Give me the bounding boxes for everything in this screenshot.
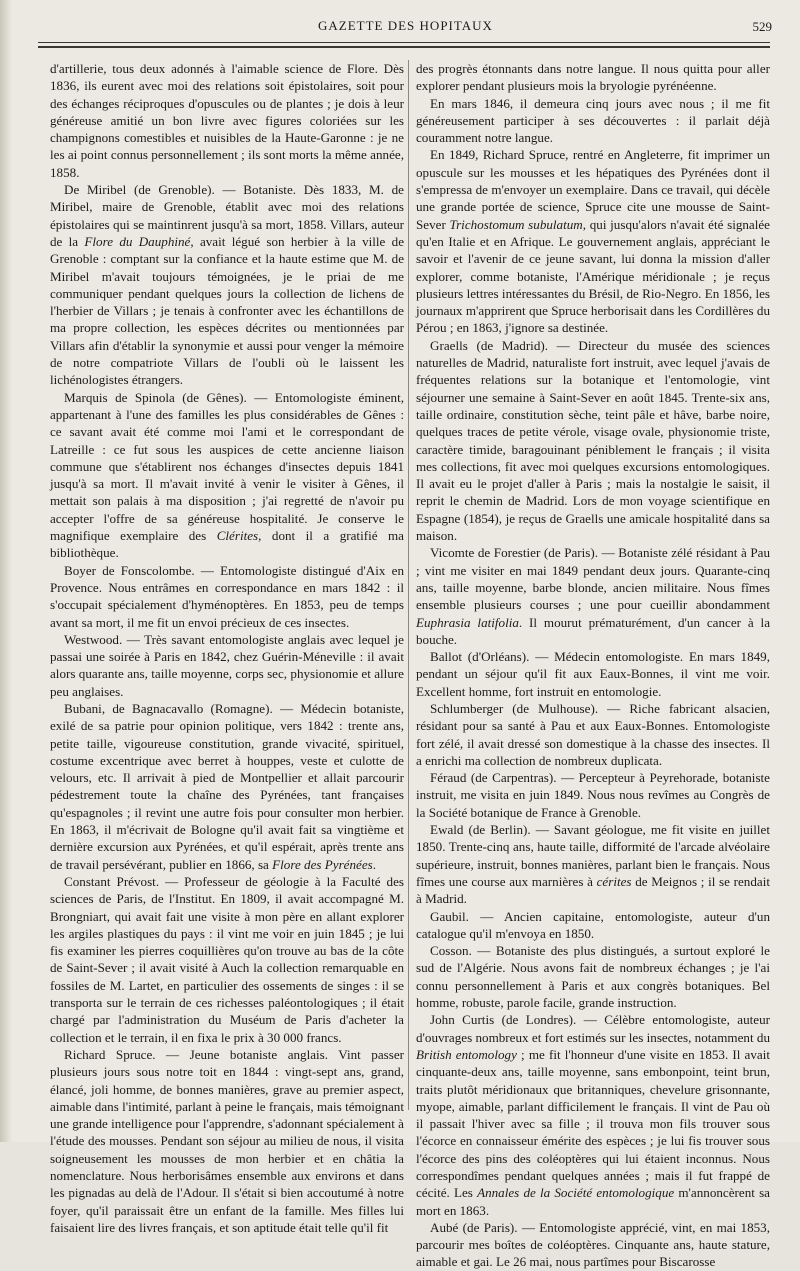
right-column [416, 60, 770, 1271]
paragraph-text: Bubani, de Bagnacavallo (Romagne). — Médecin botaniste, exilé de sa patrie pour opinion politique, vers 1842 : trente ans, petite taille, vigoureuse constitution, grande vivacité, spirituel, costume excentrique avec berret à houppes, veste et culotte de velours, etc. Il arrivait à pied de Montpellier et allait parcourir pédestrement toute la chaîne des Pyrénées, tant françaises qu'espagnoles ; il revint une autre fois pour consulter mon herbier. En 1863, il m'écrivait de Bologne qu'il avait fait sa vingtième et dernière excursion aux Pyrénées, et qu'il espérait, après trente ans de travail persévérant, publier en 1866, sa [50, 700, 404, 872]
paragraph [416, 700, 770, 769]
italic-title-text: Annales de la Société entomologique [477, 1185, 675, 1201]
paragraph [416, 337, 770, 545]
paragraph-text: Richard Spruce. — Jeune botaniste anglais. Vint passer plusieurs jours sous notre toit en 1844 : vingt-sept ans, grand, élancé, joli homme, de bonnes manières, grave au premier aspect, aimable dans l'intimité, parlant à peine le français, mais témoignant une grande intelligence pour l'apprendre, s'adonnant spécialement à l'étude des mousses. Pendant son séjour au milieu de nous, il visita soigneusement les mousses de mon herbier et en châtia la nomenclature. Nous herborisâmes ensemble aux environs et dans les pignadas au delà de l'Adour. Il s'était si bien accoutumé à notre foyer, qu'il paraissait être un enfant de la famille. Mes filles lui faisaient lire des livres français, et son aptitude était telle qu'il fit [50, 1046, 404, 1235]
paragraph-text: Ballot (d'Orléans). — Médecin entomologiste. En mars 1849, pendant un séjour qu'il fit aux Eaux-Bonnes, il vint me voir. Excellent homme, fort instruit en entomologie. [416, 649, 770, 699]
header-rule-thick [38, 46, 770, 48]
header-rule-thin [38, 42, 770, 43]
paragraph [50, 181, 404, 389]
italic-title-text: cérites [596, 873, 632, 889]
paragraph [50, 873, 404, 1046]
page-edge-shadow [0, 0, 12, 1142]
paragraph-text: Graells (de Madrid). — Directeur du musée des sciences naturelles de Madrid, naturaliste fort instruit, avec lequel j'avais de fréquentes relations sur la botanique et l'entomologie, vint séjourner une semaine à Saint-Sever en août 1845. Trente-six ans, taille ordinaire, constitution sèche, teint pâle et hâve, barbe noire, quelques traces de petite vérole, visage ovale, physionomie triste, caractère timide, baragouinant péniblement le français ; il visita mes collections, fit avec moi quelques excursions entomologiques. Il avait eu le projet d'aller à Paris ; mais la nostalgie le saisit, il reprit le chemin de Madrid. Lors de mon voyage scientifique en Espagne (1854), je reçus de Graells une amicale hospitalité dans sa maison. [416, 337, 770, 544]
page-number: 529 [752, 19, 772, 34]
paragraph-text: John Curtis (de Londres). — Célèbre entomologiste, auteur d'ouvrages nombreux et fort estimés sur les insectes, notamment du [416, 1012, 770, 1045]
paragraph-text: , avait légué son herbier à la ville de Grenoble : comptant sur la confiance et la haute estime que M. de Miribel m'avait toujours témoignées, je le priai de me communiquer pendant quelques jours la collection de lichens de l'herbier de Villars ; je tenais à confronter avec les échantillons de ma propre collection, les espèces décrites ou mentionnées par Villars afin d'établir la synonymie et aussi pour venger la mémoire de notre compatriote Villars de l'oubli où le laissent les lichénologistes étrangers. [50, 233, 405, 388]
paragraph [50, 631, 404, 700]
paragraph [416, 769, 770, 821]
paragraph [416, 146, 770, 336]
running-head-title: GAZETTE DES HOPITAUX [318, 18, 493, 33]
paragraph-text: , qui jusqu'alors n'avait été signalée qu'en Italie et en Afrique. Le gouvernement anglais, appréciant le savoir et l'avenir de ce jeune savant, lui donna la mission d'aller explorer, comme botaniste, l'Amérique méridionale ; je reçus plusieurs lettres intéressantes du Brésil, de Rio-Negro. En 1856, les journaux m'apprirent que Spruce herborisait dans les Cordillères du Pérou ; en 1863, j'ignore sa destinée. [416, 216, 770, 336]
paragraph-text: En mars 1846, il demeura cinq jours avec nous ; il me fit généreusement participer à ses découvertes : il parlait déjà couramment notre langue. [416, 95, 770, 146]
column-divider [408, 60, 409, 1110]
paragraph [416, 648, 770, 700]
italic-title-text: Trichostomum subulatum [449, 216, 583, 232]
paragraph-text: , dont il a gratifié ma bibliothèque. [50, 528, 404, 561]
paragraph-text: m'annoncèrent sa mort en 1863. [416, 1185, 770, 1218]
paragraph-text: Marquis de Spinola (de Gênes). — Entomologiste éminent, appartenant à l'une des familles les plus considérables de Gênes : ce savant avait été comme moi l'ami et le correspondant de Latreille : ce fut sous les auspices de cette ancienne liaison commune que s'établirent nos échanges d'insectes depuis 1841 jusqu'à sa mort. Il m'avait invité à venir le visiter à Gênes, il mettait son palais à ma disposition ; j'ai regretté de n'avoir pu accepter l'offre de sa généreuse hospitalité. Je conserve le magnifique exemplaire des [50, 389, 404, 544]
paragraph [416, 544, 770, 648]
paragraph-text: des progrès étonnants dans notre langue. Il nous quitta pour aller explorer pendant plusieurs mois la bryologie pyrénéenne. [416, 61, 770, 94]
paragraph-text: Westwood. — Très savant entomologiste anglais avec lequel je passai une soirée à Paris en 1842, chez Guérin-Méneville : il avait alors quarante ans, taille moyenne, corps sec, physionomie et allure peu anglaises. [50, 631, 404, 699]
paragraph [416, 1011, 770, 1219]
paragraph-text: De Miribel (de Grenoble). — Botaniste. Dès 1833, M. de Miribel, maire de Grenoble, établit avec moi des relations épistolaires qui se maintinrent jusqu'à sa mort, 1858. Villars, auteur de la [50, 182, 404, 249]
paragraph-text: d'artillerie, tous deux adonnés à l'aimable science de Flore. Dès 1836, ils eurent avec moi des relations soit épistolaires, soit pour des échanges réciproques d'opuscules ou de plantes ; je dois à leur généreuse amitié un bon livre avec figures coloriées sur les champignons comestibles et nuisibles de la Haute-Garonne : je ne les ai point connus personnellement ; ils sont morts la même année, 1858. [50, 61, 404, 180]
paragraph-text: Cosson. — Botaniste des plus distingués, a surtout exploré le sud de l'Algérie. Nous avons fait de nombreux échanges ; je l'ai connu personnellement à Paris et aux congrès botaniques. Bel homme, robuste, parole facile, grande instruction. [416, 943, 770, 1011]
paragraph-text: Schlumberger (de Mulhouse). — Riche fabricant alsacien, résidant pour sa santé à Pau et aux Eaux-Bonnes. Entomologiste fort zélé, il avait dressé son domestique à la chasse des insectes. Il a enrichi ma collection de nombreux duplicata. [416, 700, 770, 768]
italic-title-text: British entomology [416, 1046, 517, 1062]
paragraph [416, 95, 770, 147]
paragraph-text: Vicomte de Forestier (de Paris). — Botaniste zélé résidant à Pau ; vint me visiter en mai 1849 pendant deux jours. Quarante-cinq ans, taille moyenne, barbe blonde, ancien militaire. Nous fîmes ensemble plusieurs courses ; une pour cueillir abondamment [416, 545, 770, 613]
paragraph-text: . [372, 856, 377, 872]
paragraph-text: ; me fit l'honneur d'une visite en 1853. Il avait cinquante-deux ans, taille moyenne, sans embonpoint, teint brun, traits plutôt méridionaux que britanniques, chevelure grisonnante, myope, aimable, parlant difficilement le français. Il vint de Pau où il passait l'hiver avec sa fille ; il trouva mon fils trouver sous l'écorce en connaisseur émérite des espèces ; je lui fis trouver sous l'écorce des pins des coléoptères qui lui étaient inconnus. Nous correspondîmes pendant quelques années ; mais il fut frappé de cécité. Les [416, 1046, 770, 1201]
paragraph-text: Féraud (de Carpentras). — Percepteur à Peyrehorade, botaniste instruit, me visita en juin 1849. Nous nous revîmes au Congrès de la Société botanique de France à Grenoble. [416, 770, 770, 820]
paragraph [416, 60, 770, 95]
paragraph-text: de Meignos ; il se rendait à Madrid. [416, 873, 770, 907]
paragraph-text: En 1849, Richard Spruce, rentré en Angleterre, fit imprimer un opuscule sur les mousses et les hépatiques des Pyrénées dont il s'empressa de m'envoyer un exemplaire. Dans ce travail, qui décèle une grande portée de science, Spruce cite une mousse de Saint-Sever [416, 147, 770, 232]
paragraph [416, 942, 770, 1011]
paragraph-text: . Il mourut prématurément, d'un cancer à la bouche. [416, 614, 770, 647]
paragraph-text: Aubé (de Paris). — Entomologiste apprécié, vint, en mai 1853, parcourir mes boîtes de coléoptères. Cinquante ans, haute stature, aimable et gai. Le 26 mai, nous partîmes pour Biscarosse [416, 1219, 770, 1270]
paragraph [416, 821, 770, 907]
paragraph [50, 562, 404, 631]
paragraph-text: Constant Prévost. — Professeur de géologie à la Faculté des sciences de Paris, de l'Institut. En 1809, il avait accompagné M. Brongniart, qui avait fait une visite à mon père en allant explorer les argiles plastiques du pays : il vint me voir en juin 1845 ; je lui fis examiner les pierres coquillières qu'on trouve au bas de la côte de Saint-Sever ; il avait visité à Auch la collection remarquable en fossiles de M. Lartet, en particulier des ossements de singes : il se transporta sur le terrain de ces richesses paléontologiques ; il était chargé par l'administration du Muséum de Paris d'acheter la collection et le terrain, il en fixa le prix à 30 000 francs. [50, 873, 404, 1045]
italic-title-text: Flore des Pyrénées [272, 856, 373, 872]
paragraph [416, 908, 770, 943]
paragraph [50, 60, 404, 181]
left-column [50, 60, 404, 1236]
paragraph [50, 1046, 404, 1236]
paragraph-text: Boyer de Fonscolombe. — Entomologiste distingué d'Aix en Provence. Nous entrâmes en correspondance en mars 1842 : il s'occupait spécialement d'hyménoptères. En 1853, peu de temps avant sa mort, il me fit un envoi précieux de ces insectes. [50, 562, 404, 630]
paragraph [50, 389, 404, 562]
paragraph [416, 1219, 770, 1271]
paragraph-text: Ewald (de Berlin). — Savant géologue, me fit visite en juillet 1850. Trente-cinq ans, haute taille, difformité de l'arcade alvéolaire supérieure, instruit, bonnes manières, parlant bien le français. Nous fîmes une course aux marnières à [416, 822, 770, 889]
paragraph [50, 700, 404, 873]
italic-title-text: Flore du Dauphiné [84, 233, 191, 249]
paragraph-text: Gaubil. — Ancien capitaine, entomologiste, auteur d'un catalogue qu'il m'envoya en 1850. [416, 908, 770, 941]
italic-title-text: Euphrasia latifolia [416, 614, 519, 630]
italic-title-text: Clérites [216, 528, 259, 544]
